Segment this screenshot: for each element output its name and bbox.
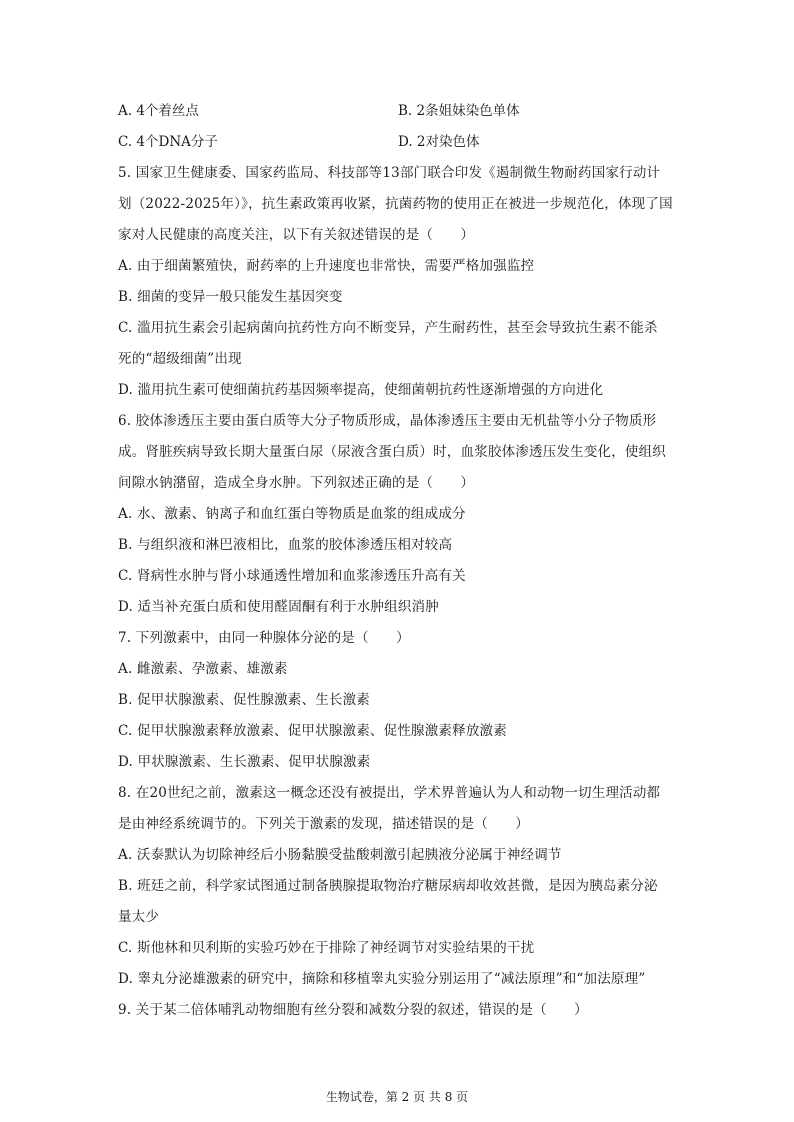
q8-option-a: A. 沃泰默认为切除神经后小肠黏膜受盐酸刺激引起胰液分泌属于神经调节 — [118, 847, 562, 863]
q6-stem-line-1: 6. 胶体渗透压主要由蛋白质等大分子物质形成，晶体渗透压主要由无机盐等小分子物质形 — [118, 413, 657, 429]
q7-option-b: B. 促甲状腺激素、促性腺激素、生长激素 — [118, 692, 371, 708]
q7-stem: 7. 下列激素中，由同一种腺体分泌的是（ ） — [118, 630, 410, 646]
q6-option-d: D. 适当补充蛋白质和使用醛固酮有利于水肿组织消肿 — [118, 599, 439, 615]
q4-option-d: D. 2对染色体 — [398, 134, 480, 150]
q7-option-d: D. 甲状腺激素、生长激素、促甲状腺激素 — [118, 754, 371, 770]
q5-option-c-line-1: C. 滥用抗生素会引起病菌向抗药性方向不断变异，产生耐药性，甚至会导致抗生素不能杀 — [118, 320, 658, 336]
q5-option-b: B. 细菌的变异一般只能发生基因突变 — [118, 289, 343, 305]
q5-stem-line-1: 5. 国家卫生健康委、国家药监局、科技部等13部门联合印发《遏制微生物耐药国家行动计 — [118, 165, 661, 181]
q6-stem-line-2: 成。肾脏疾病导致长期大量蛋白尿（尿液含蛋白质）时，血浆胶体渗透压发生变化，使组织 — [118, 444, 666, 460]
q7-option-a: A. 雌激素、孕激素、雄激素 — [118, 661, 288, 677]
q7-option-c: C. 促甲状腺激素释放激素、促甲状腺激素、促性腺激素释放激素 — [118, 723, 507, 739]
q4-options-row-1 — [118, 101, 718, 121]
q5-option-d: D. 滥用抗生素可使细菌抗药基因频率提高，使细菌朝抗药性逐渐增强的方向进化 — [118, 382, 604, 398]
q4-options-row-2 — [118, 132, 718, 152]
q8-option-b-line-1: B. 班廷之前，科学家试图通过制备胰腺提取物治疗糖尿病却收效甚微，是因为胰岛素分泌 — [118, 878, 658, 894]
q5-stem-line-3: 家对人民健康的高度关注，以下有关叙述错误的是（ ） — [118, 227, 475, 243]
q4-option-b: B. 2条姐妹染色单体 — [398, 103, 520, 119]
q9-stem: 9. 关于某二倍体哺乳动物细胞有丝分裂和减数分裂的叙述，错误的是（ ） — [118, 1002, 588, 1018]
q6-stem-line-3: 间隙水钠潴留，造成全身水肿。下列叙述正确的是（ ） — [118, 475, 475, 491]
q8-option-d: D. 睾丸分泌雄激素的研究中，摘除和移植睾丸实验分别运用了“减法原理”和“加法原理” — [118, 971, 646, 987]
q5-stem-line-2: 划（2022-2025年）》，抗生素政策再收紧，抗菌药物的使用正在被进一步规范化，体现了国 — [118, 196, 673, 212]
q5-option-c-line-2: 死的“超级细菌”出现 — [118, 351, 242, 367]
q8-stem-line-1: 8. 在20世纪之前，激素这一概念还没有被提出，学术界普遍认为人和动物一切生理活动都 — [118, 785, 661, 801]
q8-option-c: C. 斯他林和贝利斯的实验巧妙在于排除了神经调节对实验结果的干扰 — [118, 940, 535, 956]
q8-stem-line-2: 是由神经系统调节的。下列关于激素的发现，描述错误的是（ ） — [118, 816, 529, 832]
q5-option-a: A. 由于细菌繁殖快，耐药率的上升速度也非常快，需要严格加强监控 — [118, 258, 535, 274]
q6-option-a: A. 水、激素、钠离子和血红蛋白等物质是血浆的组成成分 — [118, 506, 466, 522]
q6-option-c: C. 肾病性水肿与肾小球通透性增加和血浆渗透压升高有关 — [118, 568, 466, 584]
page-footer: 生物试卷，第 2 页 共 8 页 — [325, 1090, 469, 1104]
q6-option-b: B. 与组织液和淋巴液相比，血浆的胶体渗透压相对较高 — [118, 537, 453, 553]
q4-option-a: A. 4个着丝点 — [118, 103, 199, 119]
q8-option-b-line-2: 量太少 — [118, 909, 160, 925]
q4-option-c: C. 4个DNA分子 — [118, 134, 218, 150]
